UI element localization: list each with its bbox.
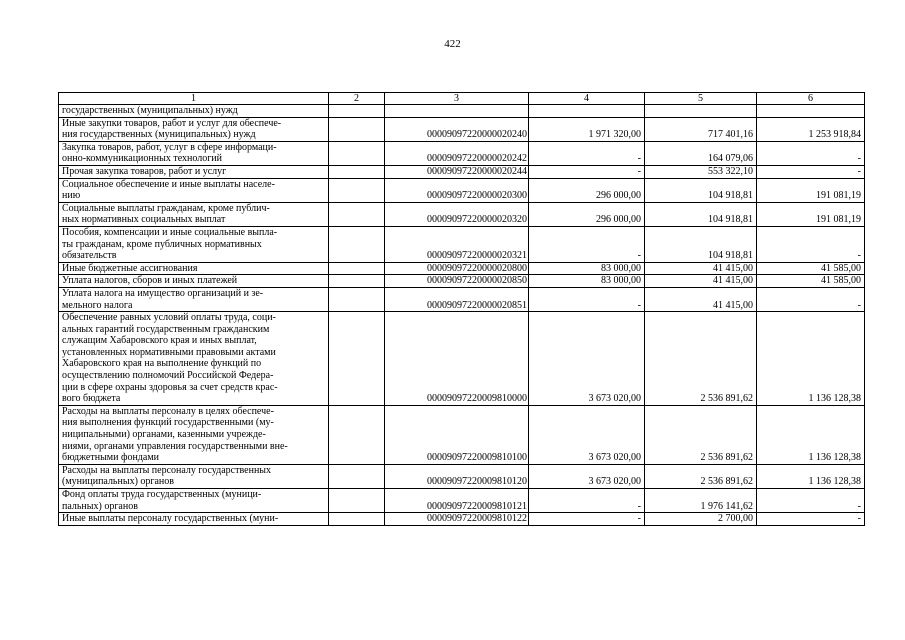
table-row — [59, 513, 865, 526]
row-name-cell: Фонд оплаты труда государственных (муници- пальных) органов — [59, 489, 329, 513]
row-col2-cell — [329, 489, 385, 513]
row-col5-cell: 553 322,10 — [645, 165, 757, 178]
header-cell-6: 6 — [757, 93, 865, 105]
row-col2-cell — [329, 165, 385, 178]
row-col5-cell: 2 536 891,62 — [645, 312, 757, 406]
row-code-cell: 00009097220000020851 — [385, 287, 529, 311]
row-col4-cell: 3 673 020,00 — [529, 405, 645, 464]
row-col5-cell: 41 415,00 — [645, 275, 757, 288]
table-row — [59, 105, 865, 118]
row-col5-cell: 2 700,00 — [645, 513, 757, 526]
row-name-cell: Иные выплаты персоналу государственных (муни- — [59, 513, 329, 526]
row-code-cell: 00009097220000020240 — [385, 117, 529, 141]
row-col2-cell — [329, 141, 385, 165]
row-name-cell: Пособия, компенсации и иные социальные выпла- ты гражданам, кроме публичных нормативных обязательств — [59, 226, 329, 262]
row-name-cell: Уплата налога на имущество организаций и зе- мельного налога — [59, 287, 329, 311]
row-col6-cell: 191 081,19 — [757, 178, 865, 202]
page-number: 422 — [444, 38, 461, 50]
row-col6-cell: 191 081,19 — [757, 202, 865, 226]
table-row — [59, 312, 865, 406]
row-col5-cell: 164 079,06 — [645, 141, 757, 165]
row-col4-cell — [529, 105, 645, 118]
row-col2-cell — [329, 464, 385, 488]
row-col6-cell: - — [757, 287, 865, 311]
table-row — [59, 202, 865, 226]
row-col5-cell: 104 918,81 — [645, 178, 757, 202]
row-col5-cell: 2 536 891,62 — [645, 405, 757, 464]
row-name-cell: Расходы на выплаты персоналу государственных (муниципальных) органов — [59, 464, 329, 488]
row-code-cell: 00009097220009810120 — [385, 464, 529, 488]
row-col4-cell: - — [529, 489, 645, 513]
row-name-cell: Уплата налогов, сборов и иных платежей — [59, 275, 329, 288]
row-col6-cell: 41 585,00 — [757, 275, 865, 288]
header-cell-4: 4 — [529, 93, 645, 105]
table-row — [59, 464, 865, 488]
row-col2-cell — [329, 105, 385, 118]
row-name-cell: Иные закупки товаров, работ и услуг для обеспече- ния государственных (муниципальных) нужд — [59, 117, 329, 141]
table-row — [59, 489, 865, 513]
row-col2-cell — [329, 117, 385, 141]
header-cell-5: 5 — [645, 93, 757, 105]
table-row — [59, 117, 865, 141]
table-row — [59, 178, 865, 202]
row-col2-cell — [329, 312, 385, 406]
row-col4-cell: 83 000,00 — [529, 275, 645, 288]
row-code-cell: 00009097220000020800 — [385, 262, 529, 275]
header-cell-1: 1 — [59, 93, 329, 105]
row-col4-cell: 3 673 020,00 — [529, 464, 645, 488]
row-col4-cell: - — [529, 287, 645, 311]
row-code-cell: 00009097220009810100 — [385, 405, 529, 464]
row-col6-cell: - — [757, 489, 865, 513]
table-row — [59, 405, 865, 464]
table-row — [59, 165, 865, 178]
row-code-cell: 00009097220009810000 — [385, 312, 529, 406]
row-name-cell: Закупка товаров, работ, услуг в сфере информаци- онно-коммуникационных технологий — [59, 141, 329, 165]
row-col6-cell: 1 136 128,38 — [757, 405, 865, 464]
row-col6-cell: - — [757, 165, 865, 178]
header-cell-2: 2 — [329, 93, 385, 105]
row-code-cell — [385, 105, 529, 118]
row-col4-cell: - — [529, 513, 645, 526]
row-col5-cell: 41 415,00 — [645, 287, 757, 311]
table-row — [59, 287, 865, 311]
row-code-cell: 00009097220000020320 — [385, 202, 529, 226]
row-code-cell: 00009097220000020321 — [385, 226, 529, 262]
row-col4-cell: - — [529, 226, 645, 262]
row-code-cell: 00009097220009810121 — [385, 489, 529, 513]
row-col6-cell: - — [757, 513, 865, 526]
row-col6-cell: 41 585,00 — [757, 262, 865, 275]
table-row — [59, 262, 865, 275]
header-row — [59, 93, 865, 105]
row-col2-cell — [329, 226, 385, 262]
row-col5-cell: 104 918,81 — [645, 226, 757, 262]
row-col2-cell — [329, 513, 385, 526]
row-col4-cell: 83 000,00 — [529, 262, 645, 275]
row-code-cell: 00009097220000020300 — [385, 178, 529, 202]
row-col6-cell: 1 253 918,84 — [757, 117, 865, 141]
row-col5-cell: 104 918,81 — [645, 202, 757, 226]
row-col6-cell: - — [757, 141, 865, 165]
header-cell-3: 3 — [385, 93, 529, 105]
row-col2-cell — [329, 202, 385, 226]
row-col2-cell — [329, 287, 385, 311]
row-col4-cell: 3 673 020,00 — [529, 312, 645, 406]
row-name-cell: Социальные выплаты гражданам, кроме публич- ных нормативных социальных выплат — [59, 202, 329, 226]
row-col2-cell — [329, 405, 385, 464]
row-col4-cell: 296 000,00 — [529, 178, 645, 202]
row-col4-cell: 296 000,00 — [529, 202, 645, 226]
row-name-cell: Расходы на выплаты персоналу в целях обеспече- ния выполнения функций государственными (му- ниципальными) органами, казенными учрежде- ниями, органами управления государственными вне- бюджетными фондами — [59, 405, 329, 464]
row-code-cell: 00009097220000020244 — [385, 165, 529, 178]
row-col4-cell: 1 971 320,00 — [529, 117, 645, 141]
table-row — [59, 275, 865, 288]
row-col4-cell: - — [529, 141, 645, 165]
table-row — [59, 141, 865, 165]
row-code-cell: 00009097220000020242 — [385, 141, 529, 165]
row-code-cell: 00009097220000020850 — [385, 275, 529, 288]
row-col6-cell — [757, 105, 865, 118]
row-col2-cell — [329, 275, 385, 288]
row-name-cell: государственных (муниципальных) нужд — [59, 105, 329, 118]
row-col5-cell: 41 415,00 — [645, 262, 757, 275]
row-name-cell: Социальное обеспечение и иные выплаты населе- нию — [59, 178, 329, 202]
row-col5-cell: 717 401,16 — [645, 117, 757, 141]
row-col6-cell: 1 136 128,38 — [757, 312, 865, 406]
row-code-cell: 00009097220009810122 — [385, 513, 529, 526]
row-col6-cell: 1 136 128,38 — [757, 464, 865, 488]
budget-table — [58, 92, 865, 526]
row-name-cell: Обеспечение равных условий оплаты труда, соци- альных гарантий государственным гражданским служащим Хабаровского края и иных выплат, установленных нормативными правовыми актами Хабаровского края на выполнение функций по осуществлению полномочий Российской Федера- ции в сфере охраны здоровья за счет средств крас- вого бюджета — [59, 312, 329, 406]
row-col5-cell — [645, 105, 757, 118]
row-col4-cell: - — [529, 165, 645, 178]
row-name-cell: Прочая закупка товаров, работ и услуг — [59, 165, 329, 178]
row-col2-cell — [329, 262, 385, 275]
row-name-cell: Иные бюджетные ассигнования — [59, 262, 329, 275]
table-row — [59, 226, 865, 262]
row-col6-cell: - — [757, 226, 865, 262]
row-col5-cell: 1 976 141,62 — [645, 489, 757, 513]
row-col5-cell: 2 536 891,62 — [645, 464, 757, 488]
row-col2-cell — [329, 178, 385, 202]
